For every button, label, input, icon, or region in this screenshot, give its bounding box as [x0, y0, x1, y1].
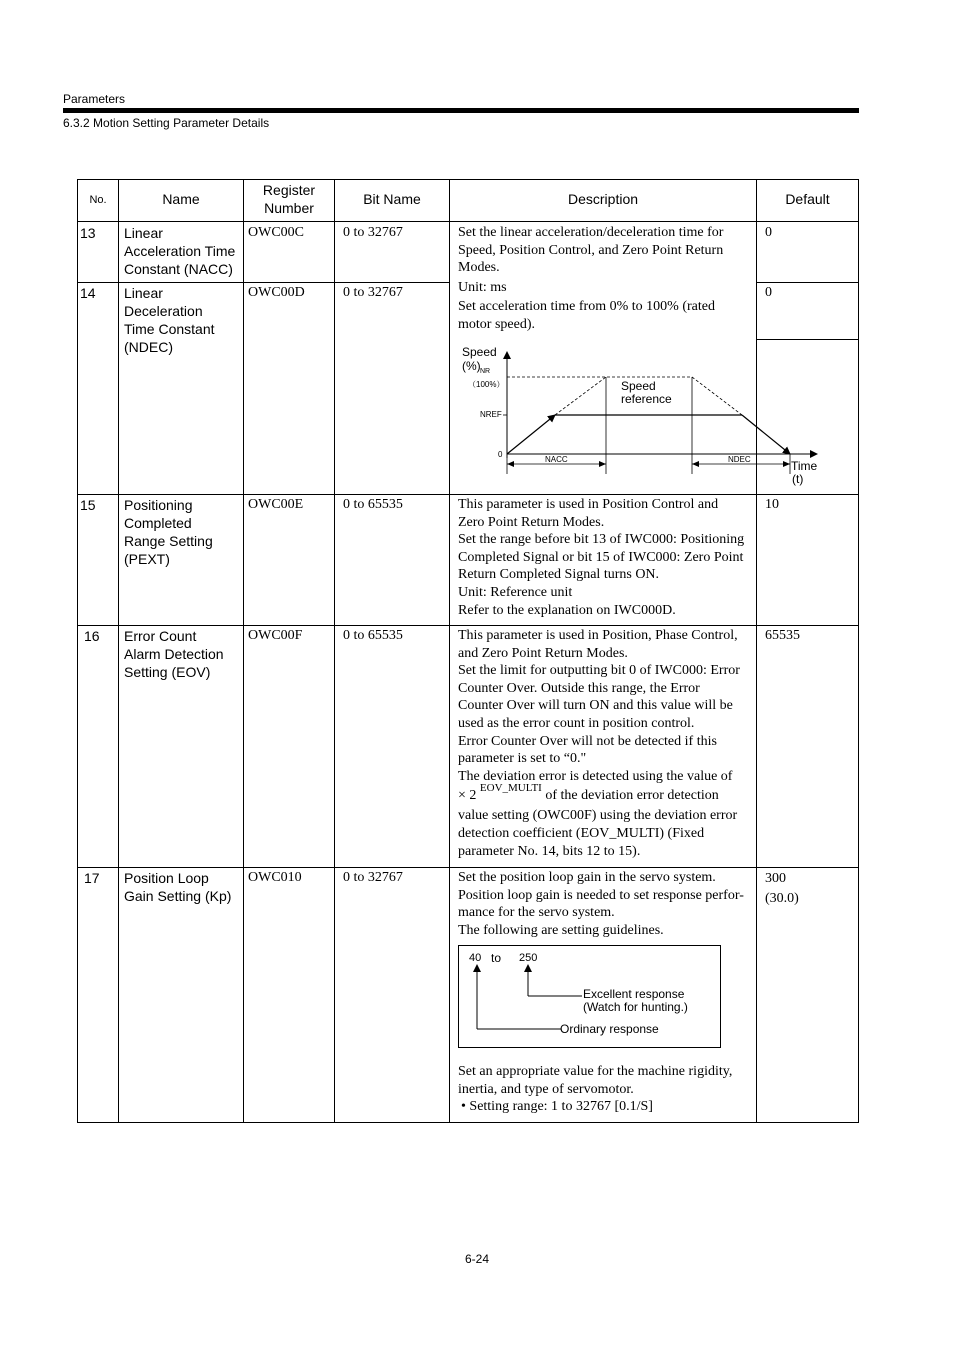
table-border-top [77, 179, 859, 180]
row-divider-14-15 [77, 494, 859, 495]
speed-ref-label-2: reference [621, 392, 672, 406]
decel-ramp [742, 415, 790, 454]
row-16-no: 16 [84, 628, 100, 644]
gain-guideline-diagram [458, 945, 722, 1049]
nacc-arrow-left [507, 461, 514, 467]
col-header-default: Default [785, 191, 830, 207]
accel-decel-description: Set the linear acceleration/deceleration time for Speed, Position Control, and Zero Point Return Modes. Unit: ms Set acceleration time from 0% to 100% (rated motor speed). [458, 225, 724, 332]
row-16-bitname: 0 to 65535 [343, 628, 403, 643]
y-label-speed: Speed [462, 345, 497, 359]
level-100-label: （100%） [468, 380, 505, 389]
ndec-arrow-left [692, 461, 699, 467]
col-header-no: No. [89, 194, 107, 206]
row-divider-15-16 [77, 625, 859, 626]
watch-hunting-label: (Watch for hunting.) [583, 1000, 688, 1014]
speed-ref-label-1: Speed [621, 379, 656, 393]
col-divider-register [334, 179, 335, 1123]
row-14-no: 14 [80, 285, 96, 301]
row-13-bitname: 0 to 32767 [343, 225, 403, 240]
row-13-name: Linear Acceleration Time Constant (NACC) [124, 225, 236, 277]
col-divider-bitname [449, 179, 450, 1123]
table-border-right [858, 179, 859, 1123]
ndec-label: NDEC [728, 455, 751, 464]
gain-low-label: 40 [469, 952, 482, 964]
accel-extension [555, 377, 606, 415]
row-divider-13-14 [77, 282, 450, 283]
row-13-no: 13 [80, 225, 96, 241]
row-17-no: 17 [84, 870, 100, 886]
row-14-default: 0 [765, 285, 772, 300]
row-15-register: OWC00E [248, 497, 304, 512]
row-16-register: OWC00F [248, 628, 303, 643]
col-divider-description [756, 179, 757, 1123]
col-divider-no [118, 179, 119, 1123]
col-header-name: Name [162, 191, 200, 207]
row-17-bitname: 0 to 32767 [343, 870, 403, 885]
col-header-description: Description [567, 191, 639, 207]
x-label-t: (t) [792, 472, 804, 486]
row-14-bitname: 0 to 32767 [343, 285, 403, 300]
row-13-default: 0 [765, 225, 772, 240]
row-16-name: Error Count Alarm Detection Setting (EOV) [124, 628, 224, 680]
row-17-register: OWC010 [248, 870, 302, 885]
col-header-register: Register Number [262, 182, 316, 216]
row-16-description: This parameter is used in Position, Phase Control, and Zero Point Return Modes. Set the limit for outputting bit 0 of IWC000: Error Counter Over. Outside this range, the Error Counter Over will turn ON and this value will be used as the error count in position control. Error Counter Over will not be detected if this parameter is set to “0." The deviation error is detected using the value of × 2 $^{EOV\_MULTI}$ of the deviation error detection value setting (OWC00F) using the deviation error detection coefficient (EOV_MULTI) (Fixed parameter No. 14, bits 12 to 15). [458, 628, 740, 859]
header-section: Parameters [63, 92, 126, 106]
row-15-description: This parameter is used in Position Control and Zero Point Return Modes. Set the range before bit 13 of IWC000: Positioning Completed Signal or bit 15 of IWC000: Zero Point Return Completed Signal turns ON. Unit: Reference unit Refer to the explanation on IWC000D. [458, 497, 745, 618]
nacc-arrow-right [599, 461, 606, 467]
row-14-register: OWC00D [248, 285, 305, 300]
ordinary-response-label: Ordinary response [560, 1022, 659, 1036]
accel-ramp [507, 415, 555, 454]
decel-extension [692, 377, 742, 415]
row-16-default: 65535 [765, 628, 800, 643]
table-border-left [77, 179, 78, 1123]
eov-formula: × 2 $^{EOV\_MULTI}$ of the deviation error detection [458, 782, 719, 804]
row-15-bitname: 0 to 65535 [343, 497, 403, 512]
excellent-arrow-up [524, 964, 532, 972]
gain-high-label: 250 [519, 952, 538, 964]
gain-to-label: to [491, 951, 502, 965]
row-divider-16-17 [77, 867, 859, 868]
y-label-nr: NR [480, 368, 491, 375]
row-15-default: 10 [765, 497, 779, 512]
default-divider-13-14 [756, 282, 859, 283]
page-number: 6-24 [464, 1252, 490, 1266]
row-17-description-tail: Set an appropriate value for the machine rigidity, inertia, and type of servomotor. • Setting range: 1 to 32767 [0.1/S] [458, 1064, 733, 1115]
row-17-default: 300 (30.0) [765, 871, 799, 906]
nacc-label: NACC [545, 455, 568, 464]
ndec-arrow-right [783, 461, 790, 467]
x-label-time: Time [791, 459, 818, 473]
col-header-bitname: Bit Name [363, 191, 421, 207]
ordinary-arrow-up [473, 964, 481, 972]
y-label-percent: (%) [462, 359, 481, 373]
row-17-name: Position Loop Gain Setting (Kp) [124, 870, 232, 904]
table-border-bottom [77, 1122, 859, 1123]
row-14-name: Linear Deceleration Time Constant (NDEC) [124, 285, 215, 355]
col-divider-name [243, 179, 244, 1123]
speed-reference-diagram [455, 340, 825, 490]
table-header-bottom [77, 221, 859, 222]
row-17-description: Set the position loop gain in the servo system. Position loop gain is needed to set response perfor- mance for the servo system. The following are setting guidelines. [458, 870, 744, 938]
header-rule [63, 108, 859, 113]
row-15-name: Positioning Completed Range Setting (PEXT) [124, 497, 213, 567]
excellent-response-label: Excellent response [583, 987, 685, 1001]
nref-label: NREF [480, 410, 502, 419]
row-13-register: OWC00C [248, 225, 304, 240]
header-subsection: 6.3.2 Motion Setting Parameter Details [63, 116, 270, 130]
row-15-no: 15 [80, 497, 96, 513]
origin-label: 0 [498, 450, 503, 459]
